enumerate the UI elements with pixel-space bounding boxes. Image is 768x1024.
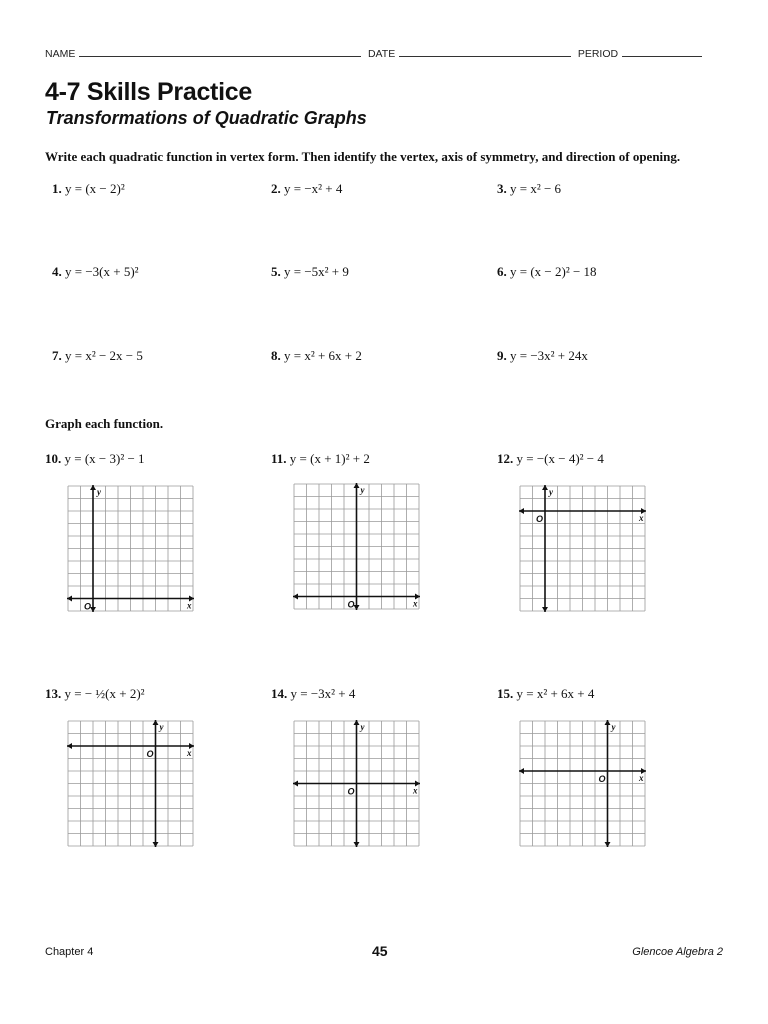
problem-expression: y = − ½(x + 2)²: [64, 686, 145, 701]
problem-2: [271, 181, 342, 197]
problem-expression: y = (x − 2)² − 18: [510, 264, 597, 279]
name-label: NAME: [45, 48, 76, 60]
problem-11: [271, 451, 370, 467]
problem-number: 9.: [497, 348, 507, 363]
graph-grid-12[interactable]: [518, 484, 648, 619]
x-axis-label: x: [187, 600, 192, 611]
problem-expression: y = x² + 6x + 4: [516, 686, 595, 701]
origin-label: O: [347, 599, 355, 610]
problem-number: 11.: [271, 451, 287, 466]
page-title: 4-7 Skills Practice: [45, 78, 252, 106]
problem-15: [497, 686, 594, 702]
problem-expression: y = −3(x + 5)²: [65, 264, 139, 279]
problem-expression: y = −3x² + 4: [290, 686, 356, 701]
footer-page-number: 45: [372, 943, 388, 959]
problem-number: 5.: [271, 264, 281, 279]
problem-number: 13.: [45, 686, 62, 701]
problem-5: [271, 264, 349, 280]
graph-section-heading: Graph each function.: [45, 416, 164, 431]
problem-number: 14.: [271, 686, 288, 701]
graph-grid-10[interactable]: [66, 484, 196, 619]
y-axis-label: y: [611, 722, 616, 732]
problem-expression: y = (x − 2)²: [65, 181, 125, 196]
graph-grid-14[interactable]: [292, 719, 422, 854]
problem-expression: y = (x + 1)² + 2: [289, 451, 370, 466]
origin-label: O: [146, 749, 154, 759]
problem-10: [45, 451, 145, 467]
y-axis-label: y: [360, 722, 365, 732]
problem-number: 1.: [52, 181, 62, 196]
x-axis-label: x: [639, 773, 644, 783]
problem-number: 4.: [52, 264, 62, 279]
period-field[interactable]: [622, 47, 702, 57]
problem-4: [52, 264, 139, 280]
problem-expression: y = −x² + 4: [284, 181, 343, 196]
origin-label: O: [598, 774, 606, 784]
problem-number: 3.: [497, 181, 507, 196]
x-axis-label: x: [187, 748, 192, 758]
problem-number: 15.: [497, 686, 514, 701]
student-info-header: [45, 47, 723, 60]
problem-number: 7.: [52, 348, 62, 363]
origin-label: O: [536, 514, 544, 524]
y-axis-label: y: [159, 722, 164, 732]
problem-number: 6.: [497, 264, 507, 279]
y-axis-label: y: [360, 485, 365, 495]
problem-3: [497, 181, 561, 197]
x-axis-label: x: [639, 513, 644, 523]
problem-12: [497, 451, 604, 467]
problem-expression: y = x² − 6: [510, 181, 562, 196]
graph-grid-13[interactable]: [66, 719, 196, 854]
name-field[interactable]: [79, 47, 361, 57]
x-axis-label: x: [413, 785, 418, 796]
problem-number: 10.: [45, 451, 62, 466]
problem-6: [497, 264, 597, 280]
problem-expression: y = x² − 2x − 5: [65, 348, 143, 363]
y-axis-label: y: [549, 487, 553, 497]
problem-number: 8.: [271, 348, 281, 363]
x-axis-label: x: [413, 598, 418, 609]
problem-9: [497, 348, 588, 364]
problem-number: 2.: [271, 181, 281, 196]
date-label: DATE: [367, 48, 396, 60]
problem-7: [52, 348, 143, 364]
problem-number: 12.: [497, 451, 514, 466]
problem-8: [271, 348, 362, 364]
footer-book-title: Glencoe Algebra 2: [632, 946, 723, 958]
period-label: PERIOD: [577, 48, 619, 60]
problem-expression: y = −3x² + 24x: [510, 348, 588, 363]
problem-1: [52, 181, 125, 197]
problem-expression: y = −5x² + 9: [284, 264, 349, 279]
problem-14: [271, 686, 355, 702]
y-axis-label: y: [97, 487, 101, 497]
date-field[interactable]: [399, 47, 571, 57]
problem-13: [45, 686, 145, 702]
graph-grid-11[interactable]: [292, 482, 422, 617]
footer-chapter: Chapter 4: [45, 946, 94, 958]
problem-expression: y = −(x − 4)² − 4: [516, 451, 604, 466]
graph-grid-15[interactable]: [518, 719, 648, 854]
origin-label: O: [84, 601, 92, 612]
origin-label: O: [347, 786, 355, 797]
instructions-text: Write each quadratic function in vertex form. Then identify the vertex, axis of symmetry, and direction of opening.: [45, 149, 681, 164]
problem-expression: y = x² + 6x + 2: [284, 348, 362, 363]
problem-expression: y = (x − 3)² − 1: [64, 451, 145, 466]
page-subtitle: Transformations of Quadratic Graphs: [46, 108, 367, 128]
